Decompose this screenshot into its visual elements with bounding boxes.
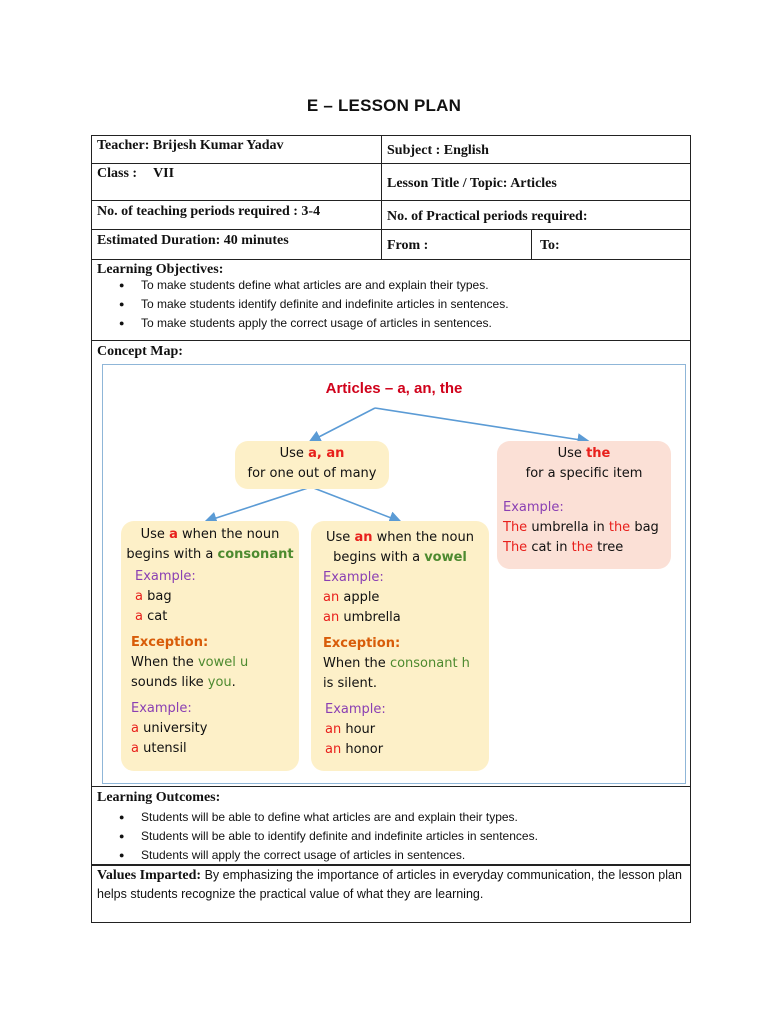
page-title: E – LESSON PLAN [306,96,462,115]
arrow-to-a-an [311,408,375,441]
concept-map [102,364,686,784]
subject: Subject : English [387,143,489,158]
concept-map-title: Articles – a, an, the [325,380,463,397]
use-a-an-box: Use a, an for one out of many [235,441,389,489]
list-item: ● To make students define what articles are and explain their types. [111,276,509,295]
teaching-periods: No. of teaching periods required : 3-4 [97,204,321,219]
objectives-list [111,276,509,333]
list-item: ● To make students identify definite and indefinite articles in sentences. [111,295,509,314]
arrow-to-the [375,408,587,441]
objectives-heading: Learning Objectives: [97,262,224,277]
list-item: ● To make students apply the correct usage of articles in sentences. [111,314,509,333]
list-item: ● Students will be able to identify definite and indefinite articles in sentences. [111,827,538,846]
arrow-to-an [311,487,399,521]
arrow-to-a [207,487,311,521]
teacher-name: Teacher: Brijesh Kumar Yadav [97,138,284,153]
use-an-box: Use an when the noun begins with a vowel Example: an apple an umbrella Exception: When the consonant h is silent. Example: an hour an honor [311,521,489,771]
lesson-title: Lesson Title / Topic: Articles [387,176,557,191]
to-field: To: [540,238,560,253]
outcomes-heading: Learning Outcomes: [97,790,221,805]
from-field: From : [387,238,429,253]
list-item: ● Students will apply the correct usage of articles in sentences. [111,846,538,865]
practical-periods: No. of Practical periods required: [387,209,588,224]
estimated-duration: Estimated Duration: 40 minutes [97,233,289,248]
values-imparted [97,866,685,904]
outcomes-list [111,808,538,865]
class-value: VII [153,166,175,181]
values-text: By emphasizing the importance of articles in everyday communication, the lesson plan helps students recognize the practical value of what they are learning. [97,868,682,901]
concept-map-heading: Concept Map: [97,344,183,359]
use-the-box: Use the for a specific item Example: The umbrella in the bag The cat in the tree [497,441,671,569]
list-item: ● Students will be able to define what articles are and explain their types. [111,808,538,827]
values-label: Values Imparted: [97,868,202,883]
use-a-box: Use a when the noun begins with a consonant Example: a bag a cat Exception: When the vowel u sounds like you. Example: a university a utensil [121,521,299,771]
class-label: Class : VII [97,166,175,181]
